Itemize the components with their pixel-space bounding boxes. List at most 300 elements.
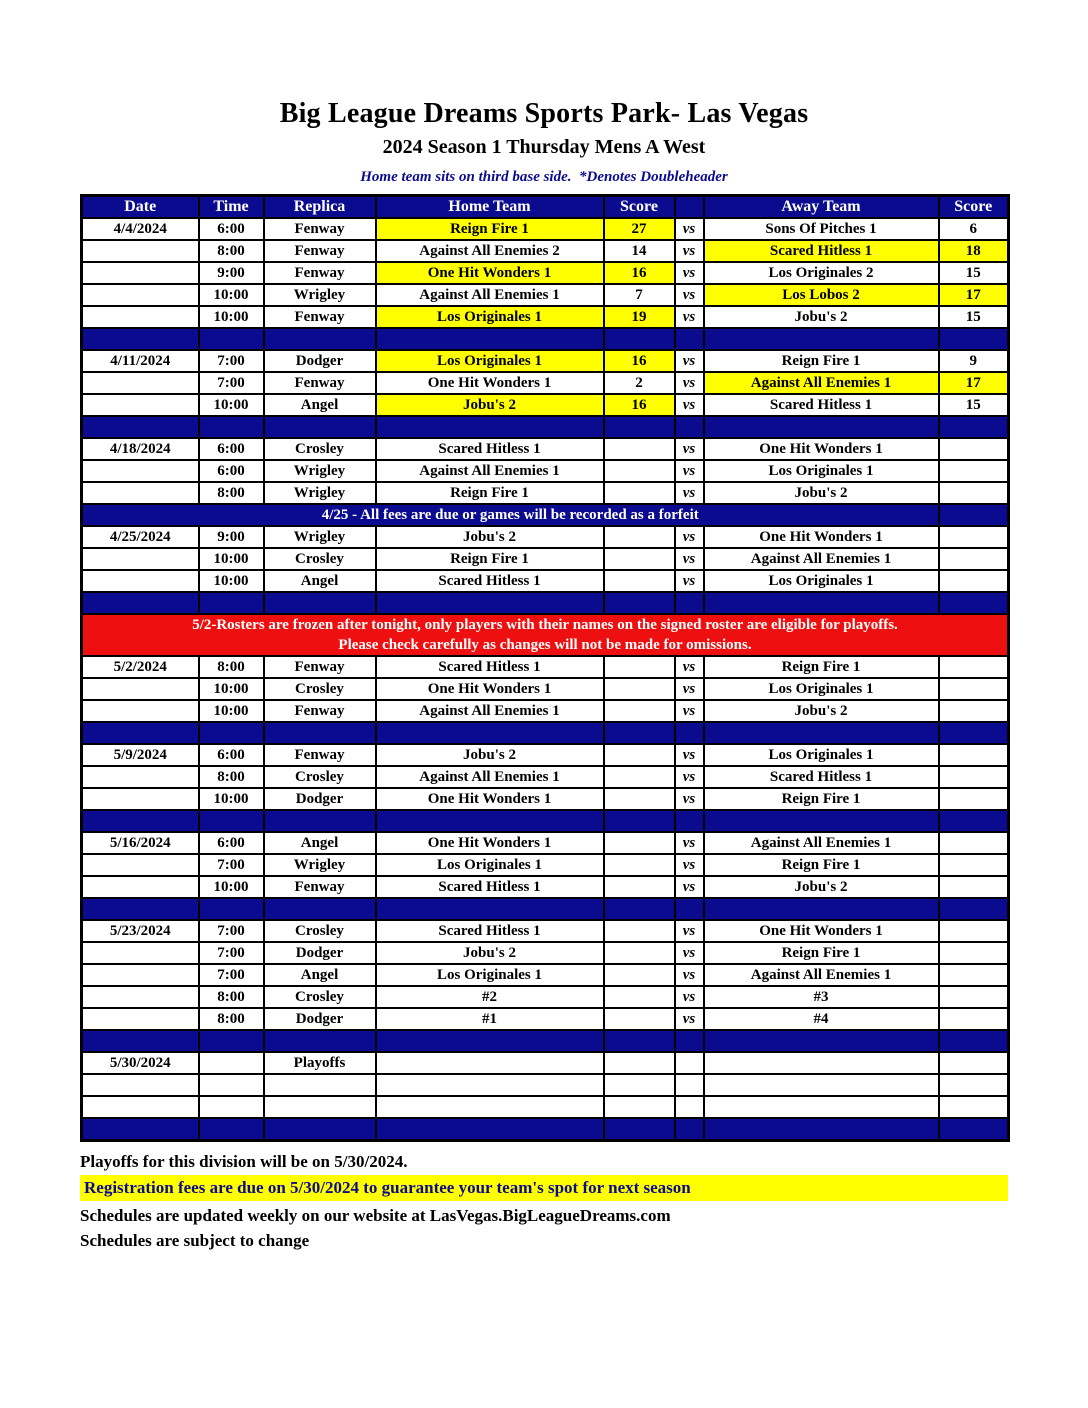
cell-date xyxy=(82,964,199,986)
cell-time xyxy=(199,1096,264,1118)
separator-cell xyxy=(199,722,264,744)
game-row xyxy=(82,306,1009,328)
separator-cell xyxy=(675,416,704,438)
game-row xyxy=(82,656,1009,678)
cell-time: 9:00 xyxy=(199,262,264,284)
cell-date xyxy=(82,262,199,284)
cell-home-team: Los Originales 1 xyxy=(376,964,604,986)
separator-cell xyxy=(704,416,939,438)
cell-time: 8:00 xyxy=(199,1008,264,1030)
cell-home-team: Reign Fire 1 xyxy=(376,548,604,570)
cell-replica: Fenway xyxy=(264,262,376,284)
cell-date xyxy=(82,372,199,394)
cell-date: 5/9/2024 xyxy=(82,744,199,766)
cell-away-team: Los Originales 1 xyxy=(704,744,939,766)
cell-home-score: 7 xyxy=(604,284,675,306)
cell-home-score xyxy=(604,744,675,766)
separator-cell xyxy=(704,328,939,350)
cell-home-score xyxy=(604,854,675,876)
cell-home-team xyxy=(376,1096,604,1118)
cell-time: 10:00 xyxy=(199,306,264,328)
cell-date: 4/11/2024 xyxy=(82,350,199,372)
game-row xyxy=(82,700,1009,722)
vs-label: vs xyxy=(675,964,704,986)
fees-due-notice: 4/25 - All fees are due or games will be recorded as a forfeit xyxy=(82,504,939,526)
game-row xyxy=(82,350,1009,372)
cell-date: 5/23/2024 xyxy=(82,920,199,942)
cell-home-team: Reign Fire 1 xyxy=(376,482,604,504)
separator-cell xyxy=(939,810,1009,832)
cell-away-team xyxy=(704,1052,939,1074)
separator-cell xyxy=(82,592,199,614)
cell-time: 9:00 xyxy=(199,526,264,548)
cell-replica: Fenway xyxy=(264,218,376,240)
cell-time xyxy=(199,1074,264,1096)
vs-label: vs xyxy=(675,570,704,592)
cell-home-team: Scared Hitless 1 xyxy=(376,570,604,592)
separator-cell xyxy=(264,416,376,438)
vs-label: vs xyxy=(675,942,704,964)
cell-away-score xyxy=(939,700,1009,722)
cell-away-team: Against All Enemies 1 xyxy=(704,964,939,986)
cell-home-score xyxy=(604,1052,675,1074)
cell-home-score: 2 xyxy=(604,372,675,394)
cell-time: 6:00 xyxy=(199,832,264,854)
cell-away-team: Los Originales 1 xyxy=(704,678,939,700)
cell-replica: Dodger xyxy=(264,1008,376,1030)
cell-time: 8:00 xyxy=(199,986,264,1008)
cell-away-score: 18 xyxy=(939,240,1009,262)
cell-home-score: 16 xyxy=(604,350,675,372)
separator-cell xyxy=(704,810,939,832)
cell-home-team: One Hit Wonders 1 xyxy=(376,372,604,394)
cell-home-score: 19 xyxy=(604,306,675,328)
vs-label xyxy=(675,1096,704,1118)
cell-time: 10:00 xyxy=(199,788,264,810)
cell-time: 10:00 xyxy=(199,548,264,570)
separator-cell xyxy=(675,592,704,614)
cell-date xyxy=(82,548,199,570)
cell-replica: Fenway xyxy=(264,306,376,328)
separator-cell xyxy=(675,810,704,832)
vs-label: vs xyxy=(675,986,704,1008)
separator-cell xyxy=(264,898,376,920)
cell-away-team xyxy=(704,1096,939,1118)
cell-home-team: One Hit Wonders 1 xyxy=(376,678,604,700)
cell-time: 10:00 xyxy=(199,284,264,306)
cell-replica: Crosley xyxy=(264,548,376,570)
cell-date xyxy=(82,306,199,328)
separator-cell xyxy=(604,416,675,438)
separator-cell xyxy=(939,1118,1009,1141)
vs-label xyxy=(675,1074,704,1096)
cell-date xyxy=(82,854,199,876)
footer-change-note: Schedules are subject to change xyxy=(80,1231,310,1250)
game-row xyxy=(82,460,1009,482)
cell-away-team: Against All Enemies 1 xyxy=(704,548,939,570)
cell-replica: Dodger xyxy=(264,350,376,372)
cell-home-team: One Hit Wonders 1 xyxy=(376,262,604,284)
vs-label: vs xyxy=(675,306,704,328)
cell-away-team: Jobu's 2 xyxy=(704,876,939,898)
separator-cell xyxy=(604,592,675,614)
cell-time: 7:00 xyxy=(199,350,264,372)
separator-cell xyxy=(82,416,199,438)
separator-cell xyxy=(704,1118,939,1141)
cell-away-score xyxy=(939,438,1009,460)
separator-cell xyxy=(199,416,264,438)
cell-away-score xyxy=(939,656,1009,678)
cell-home-team: Scared Hitless 1 xyxy=(376,656,604,678)
cell-home-score xyxy=(604,526,675,548)
cell-replica: Crosley xyxy=(264,438,376,460)
cell-replica: Wrigley xyxy=(264,460,376,482)
cell-home-team xyxy=(376,1074,604,1096)
separator-row xyxy=(82,722,1009,744)
cell-home-score xyxy=(604,876,675,898)
cell-replica: Wrigley xyxy=(264,284,376,306)
cell-replica: Angel xyxy=(264,394,376,416)
cell-replica: Wrigley xyxy=(264,854,376,876)
cell-home-team: One Hit Wonders 1 xyxy=(376,788,604,810)
cell-home-score xyxy=(604,548,675,570)
game-row xyxy=(82,788,1009,810)
separator-cell xyxy=(604,1030,675,1052)
cell-replica: Crosley xyxy=(264,766,376,788)
cell-home-team xyxy=(376,1052,604,1074)
column-header-away-score: Score xyxy=(939,196,1009,219)
cell-away-score xyxy=(939,942,1009,964)
cell-date: 5/2/2024 xyxy=(82,656,199,678)
separator-row xyxy=(82,592,1009,614)
separator-row xyxy=(82,898,1009,920)
separator-cell xyxy=(264,592,376,614)
roster-freeze-notice-row xyxy=(82,614,1009,656)
cell-home-team: Los Originales 1 xyxy=(376,350,604,372)
cell-away-team: Jobu's 2 xyxy=(704,482,939,504)
game-row xyxy=(82,1096,1009,1118)
fees-due-notice-row xyxy=(82,504,1009,526)
cell-away-score xyxy=(939,526,1009,548)
separator-cell xyxy=(675,1030,704,1052)
cell-time: 8:00 xyxy=(199,240,264,262)
separator-cell xyxy=(675,898,704,920)
column-header-replica: Replica xyxy=(264,196,376,219)
separator-cell xyxy=(604,722,675,744)
cell-date xyxy=(82,700,199,722)
cell-time: 7:00 xyxy=(199,942,264,964)
column-header-home-score: Score xyxy=(604,196,675,219)
vs-label: vs xyxy=(675,656,704,678)
cell-replica: Wrigley xyxy=(264,526,376,548)
cell-away-team: Sons Of Pitches 1 xyxy=(704,218,939,240)
column-header-time: Time xyxy=(199,196,264,219)
game-row xyxy=(82,526,1009,548)
separator-cell xyxy=(199,1030,264,1052)
game-row xyxy=(82,766,1009,788)
cell-away-score xyxy=(939,482,1009,504)
cell-away-score xyxy=(939,1074,1009,1096)
cell-home-team: Against All Enemies 1 xyxy=(376,766,604,788)
vs-label xyxy=(675,1052,704,1074)
vs-label: vs xyxy=(675,438,704,460)
cell-away-team: Los Originales 1 xyxy=(704,570,939,592)
cell-away-team xyxy=(704,1074,939,1096)
cell-date xyxy=(82,482,199,504)
cell-home-team: Against All Enemies 1 xyxy=(376,460,604,482)
cell-away-score: 9 xyxy=(939,350,1009,372)
vs-label: vs xyxy=(675,372,704,394)
cell-away-score xyxy=(939,1096,1009,1118)
cell-away-score xyxy=(939,986,1009,1008)
vs-label: vs xyxy=(675,678,704,700)
cell-time: 6:00 xyxy=(199,744,264,766)
cell-date: 5/30/2024 xyxy=(82,1052,199,1074)
cell-away-team: #3 xyxy=(704,986,939,1008)
separator-cell xyxy=(199,1118,264,1141)
cell-date: 4/18/2024 xyxy=(82,438,199,460)
cell-home-score xyxy=(604,986,675,1008)
separator-cell xyxy=(82,1118,199,1141)
separator-cell xyxy=(82,898,199,920)
cell-home-score xyxy=(604,788,675,810)
cell-home-team: Against All Enemies 2 xyxy=(376,240,604,262)
cell-home-score xyxy=(604,942,675,964)
cell-home-team: Against All Enemies 1 xyxy=(376,284,604,306)
cell-away-team: Jobu's 2 xyxy=(704,306,939,328)
cell-away-team: #4 xyxy=(704,1008,939,1030)
cell-home-team: Reign Fire 1 xyxy=(376,218,604,240)
cell-away-team: One Hit Wonders 1 xyxy=(704,526,939,548)
cell-home-team: Scared Hitless 1 xyxy=(376,920,604,942)
cell-time: 10:00 xyxy=(199,876,264,898)
separator-cell xyxy=(82,722,199,744)
separator-cell xyxy=(704,722,939,744)
separator-cell xyxy=(704,1030,939,1052)
column-header-away-team: Away Team xyxy=(704,196,939,219)
vs-label: vs xyxy=(675,240,704,262)
cell-away-team: Reign Fire 1 xyxy=(704,854,939,876)
column-header-date: Date xyxy=(82,196,199,219)
separator-cell xyxy=(939,722,1009,744)
cell-away-score xyxy=(939,876,1009,898)
game-row xyxy=(82,438,1009,460)
cell-time: 6:00 xyxy=(199,218,264,240)
separator-cell xyxy=(604,1118,675,1141)
cell-time: 10:00 xyxy=(199,570,264,592)
separator-cell xyxy=(939,328,1009,350)
cell-date xyxy=(82,570,199,592)
cell-time: 7:00 xyxy=(199,920,264,942)
cell-replica: Crosley xyxy=(264,986,376,1008)
vs-label: vs xyxy=(675,700,704,722)
cell-away-team: One Hit Wonders 1 xyxy=(704,438,939,460)
cell-date xyxy=(82,1008,199,1030)
cell-time xyxy=(199,1052,264,1074)
cell-replica: Crosley xyxy=(264,920,376,942)
game-row xyxy=(82,1074,1009,1096)
cell-time: 8:00 xyxy=(199,766,264,788)
cell-home-score xyxy=(604,1008,675,1030)
separator-cell xyxy=(376,592,604,614)
cell-away-team: Los Originales 2 xyxy=(704,262,939,284)
cell-date xyxy=(82,986,199,1008)
cell-date xyxy=(82,876,199,898)
cell-home-score xyxy=(604,1096,675,1118)
cell-home-team: Jobu's 2 xyxy=(376,942,604,964)
separator-cell xyxy=(704,592,939,614)
cell-away-team: Reign Fire 1 xyxy=(704,788,939,810)
separator-cell xyxy=(376,810,604,832)
cell-time: 8:00 xyxy=(199,656,264,678)
cell-home-team: Los Originales 1 xyxy=(376,306,604,328)
cell-replica: Angel xyxy=(264,570,376,592)
game-row xyxy=(82,854,1009,876)
vs-label: vs xyxy=(675,548,704,570)
separator-cell xyxy=(604,328,675,350)
cell-date xyxy=(82,284,199,306)
game-row xyxy=(82,986,1009,1008)
cell-home-score xyxy=(604,678,675,700)
game-row xyxy=(82,678,1009,700)
cell-date xyxy=(82,1096,199,1118)
cell-replica: Fenway xyxy=(264,700,376,722)
cell-home-team: #1 xyxy=(376,1008,604,1030)
cell-date xyxy=(82,240,199,262)
cell-home-score xyxy=(604,482,675,504)
cell-time: 8:00 xyxy=(199,482,264,504)
cell-home-score xyxy=(604,700,675,722)
footer-registration-note: Registration fees are due on 5/30/2024 to guarantee your team's spot for next season xyxy=(80,1175,1008,1201)
cell-replica xyxy=(264,1074,376,1096)
cell-away-score xyxy=(939,964,1009,986)
separator-cell xyxy=(939,592,1009,614)
vs-label: vs xyxy=(675,482,704,504)
separator-cell xyxy=(199,810,264,832)
separator-cell xyxy=(264,722,376,744)
cell-date xyxy=(82,460,199,482)
cell-home-score xyxy=(604,1074,675,1096)
separator-cell xyxy=(675,722,704,744)
column-header-home-team: Home Team xyxy=(376,196,604,219)
separator-cell xyxy=(82,810,199,832)
cell-home-score xyxy=(604,920,675,942)
cell-away-score xyxy=(939,854,1009,876)
separator-cell xyxy=(675,328,704,350)
cell-replica xyxy=(264,1096,376,1118)
cell-replica: Fenway xyxy=(264,876,376,898)
cell-replica: Crosley xyxy=(264,678,376,700)
cell-away-score: 15 xyxy=(939,306,1009,328)
game-row xyxy=(82,218,1009,240)
cell-away-score: 17 xyxy=(939,372,1009,394)
cell-replica: Angel xyxy=(264,832,376,854)
cell-home-score xyxy=(604,656,675,678)
cell-home-score xyxy=(604,766,675,788)
schedule-table xyxy=(80,194,1010,1142)
cell-away-score xyxy=(939,678,1009,700)
cell-away-score: 15 xyxy=(939,262,1009,284)
separator-cell xyxy=(939,416,1009,438)
game-row xyxy=(82,1052,1009,1074)
cell-away-score: 6 xyxy=(939,218,1009,240)
cell-away-score xyxy=(939,744,1009,766)
cell-away-score xyxy=(939,460,1009,482)
vs-label: vs xyxy=(675,262,704,284)
vs-label: vs xyxy=(675,854,704,876)
separator-cell xyxy=(675,1118,704,1141)
game-row xyxy=(82,372,1009,394)
cell-away-team: Scared Hitless 1 xyxy=(704,766,939,788)
cell-home-score: 16 xyxy=(604,262,675,284)
separator-cell xyxy=(199,592,264,614)
cell-away-team: Against All Enemies 1 xyxy=(704,372,939,394)
cell-away-team: Scared Hitless 1 xyxy=(704,240,939,262)
cell-away-team: One Hit Wonders 1 xyxy=(704,920,939,942)
cell-home-score: 27 xyxy=(604,218,675,240)
page-title: Big League Dreams Sports Park- Las Vegas xyxy=(279,98,809,129)
cell-time: 7:00 xyxy=(199,964,264,986)
cell-home-score: 16 xyxy=(604,394,675,416)
vs-label: vs xyxy=(675,284,704,306)
game-row xyxy=(82,744,1009,766)
cell-away-team: Scared Hitless 1 xyxy=(704,394,939,416)
game-row xyxy=(82,570,1009,592)
cell-home-team: Scared Hitless 1 xyxy=(376,876,604,898)
separator-cell xyxy=(82,328,199,350)
cell-away-team: Los Lobos 2 xyxy=(704,284,939,306)
footer-notes xyxy=(80,1149,1008,1253)
cell-replica: Angel xyxy=(264,964,376,986)
game-row xyxy=(82,548,1009,570)
vs-label: vs xyxy=(675,876,704,898)
game-row xyxy=(82,876,1009,898)
separator-cell xyxy=(376,722,604,744)
separator-cell xyxy=(264,1118,376,1141)
cell-date: 5/16/2024 xyxy=(82,832,199,854)
game-row xyxy=(82,284,1009,306)
cell-date xyxy=(82,678,199,700)
game-row xyxy=(82,262,1009,284)
roster-freeze-notice: 5/2-Rosters are frozen after tonight, only players with their names on the signed roster are eligible for playoffs. Please check carefully as changes will not be made for omissions. xyxy=(82,614,1009,656)
cell-date: 4/4/2024 xyxy=(82,218,199,240)
cell-home-team: Against All Enemies 1 xyxy=(376,700,604,722)
separator-cell xyxy=(264,1030,376,1052)
game-row xyxy=(82,482,1009,504)
cell-away-score xyxy=(939,1008,1009,1030)
vs-label: vs xyxy=(675,1008,704,1030)
cell-away-score xyxy=(939,570,1009,592)
cell-time: 6:00 xyxy=(199,460,264,482)
cell-away-team: Los Originales 1 xyxy=(704,460,939,482)
cell-home-score xyxy=(604,964,675,986)
game-row xyxy=(82,240,1009,262)
season-subtitle: 2024 Season 1 Thursday Mens A West xyxy=(382,136,706,158)
game-row xyxy=(82,964,1009,986)
vs-label: vs xyxy=(675,460,704,482)
footer-playoffs-note: Playoffs for this division will be on 5/30/2024. xyxy=(80,1152,408,1171)
separator-cell xyxy=(82,1030,199,1052)
cell-away-team: Against All Enemies 1 xyxy=(704,832,939,854)
game-row xyxy=(82,1008,1009,1030)
cell-away-team: Reign Fire 1 xyxy=(704,942,939,964)
separator-cell xyxy=(376,898,604,920)
vs-label: vs xyxy=(675,218,704,240)
separator-row xyxy=(82,810,1009,832)
cell-away-score: 17 xyxy=(939,284,1009,306)
cell-away-score xyxy=(939,832,1009,854)
separator-cell xyxy=(604,810,675,832)
